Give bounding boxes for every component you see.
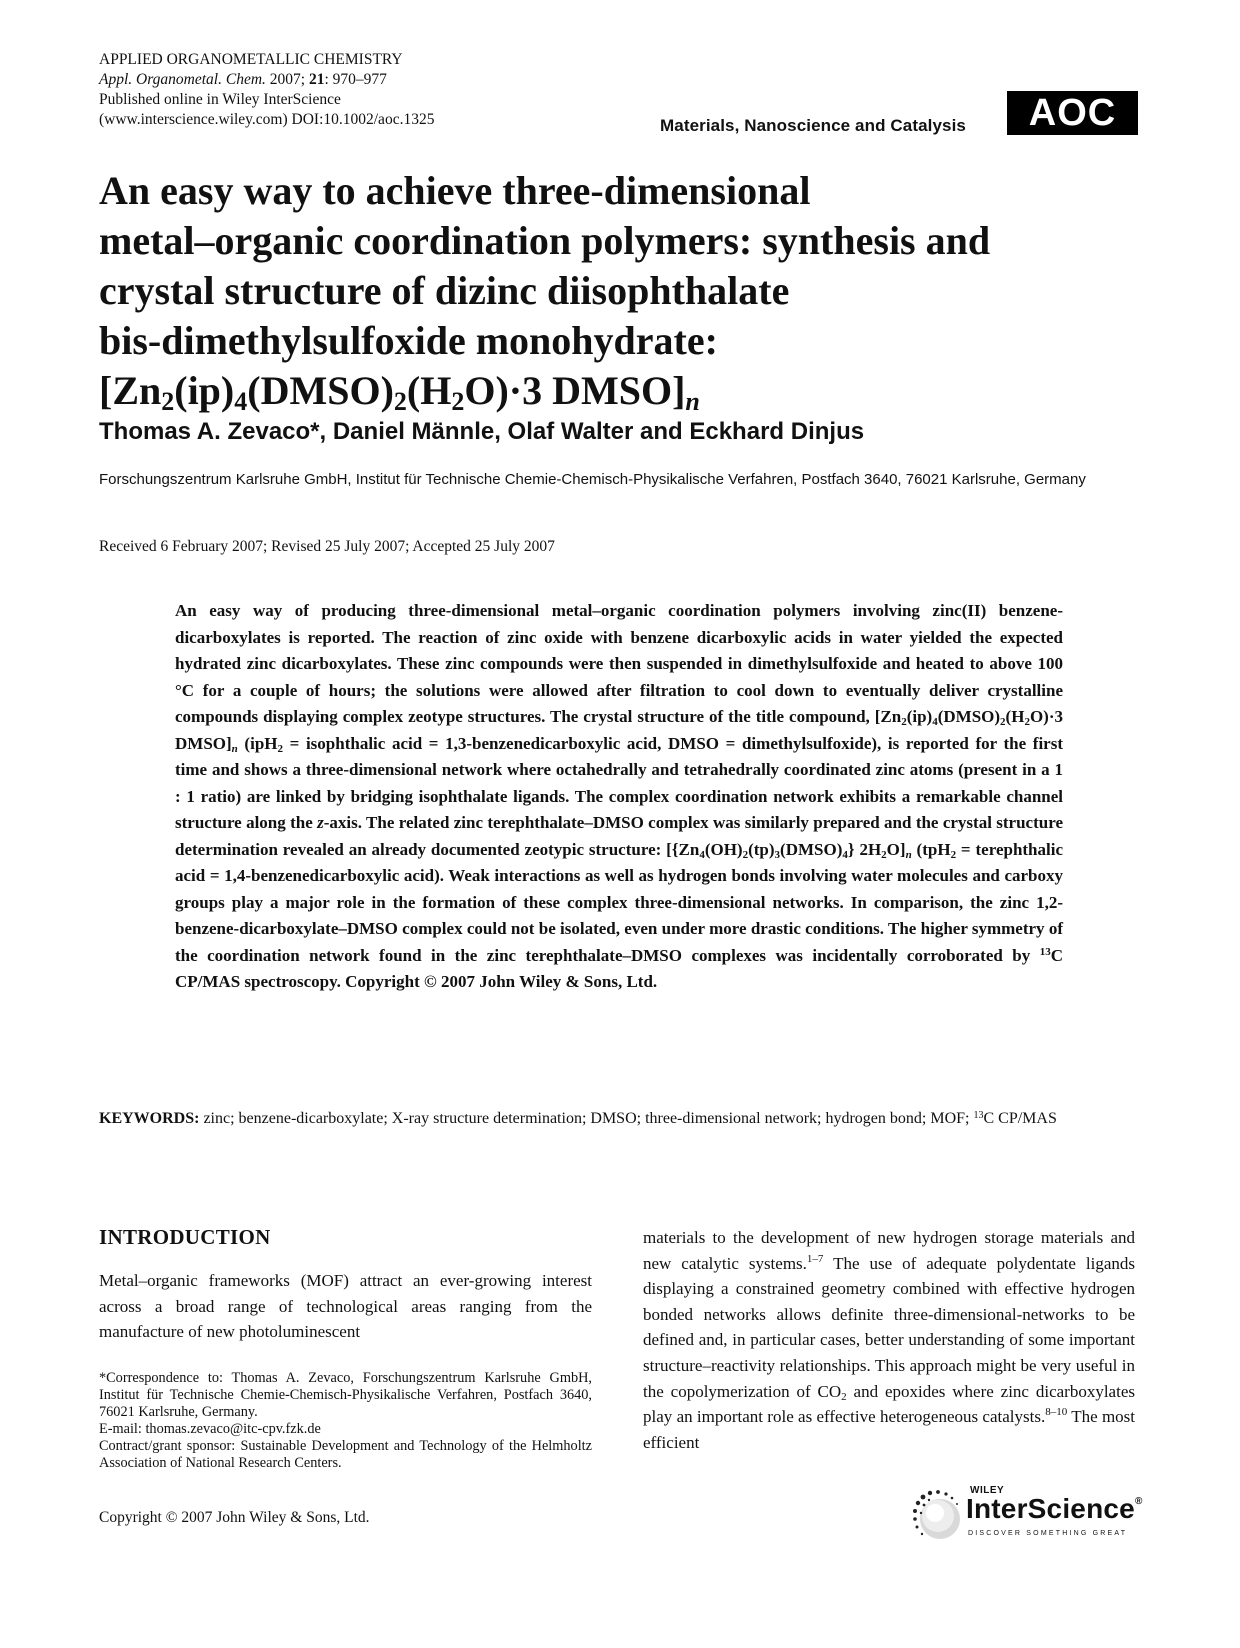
citation-volume: 21 [308,71,325,88]
authors: Thomas A. Zevaco*, Daniel Männle, Olaf Walter and Eckhard Dinjus [99,418,865,445]
title-line-4: bis-dimethylsulfoxide monohydrate: [99,318,718,363]
logo-tagline: DISCOVER SOMETHING GREAT [968,1530,1128,1537]
correspondence-note: *Correspondence to: Thomas A. Zevaco, Forschungszentrum Karlsruhe GmbH, Institut für Technische Chemie-Chemisch-Physikalische Verfahren, Postfach 3640, 76021 Karlsruhe, Germany. [99,1370,592,1420]
article-title [99,166,1149,416]
journal-name: APPLIED ORGANOMETALLIC CHEMISTRY [99,51,403,68]
citation-line [99,70,434,90]
affiliation: Forschungszentrum Karlsruhe GmbH, Institut für Technische Chemie-Chemisch-Physikalische Verfahren, Postfach 3640, 76021 Karlsruhe, Germany [99,471,1086,488]
wiley-wordmark: WILEY [970,1485,1005,1496]
title-line-3: crystal structure of dizinc diisophthalate [99,268,790,313]
keywords: KEYWORDS: zinc; benzene-dicarboxylate; X-ray structure determination; DMSO; three-dimensional network; hydrogen bond; MOF; $^{13}$C CP/MAS [99,1110,1057,1127]
section-heading-introduction: INTRODUCTION [99,1225,271,1249]
citation-pages: : 970–977 [324,71,387,88]
grant-sponsor-note: Contract/grant sponsor: Sustainable Development and Technology of the Helmholtz Association of National Research Centers. [99,1438,592,1471]
registered-mark: ® [1134,1496,1143,1507]
keywords-label: KEYWORDS: [99,1110,200,1127]
reference-link[interactable]: 8–10 [1045,1406,1068,1419]
interscience-wordmark: InterScience® [966,1493,1143,1524]
intro-paragraph-right: materials to the development of new hydrogen storage materials and new catalytic systems.$^{1-7}$ The use of adequate polydentate ligands displaying a constrained geometry combined with effective hydrogen bonded networks allows definite three-dimensional-networks to be defined and, in particular cases, better understanding of some important structure–reactivity relationships. This approach might be very useful in the copolymerization of $CO_2$ and epoxides where zinc dicarboxylates play an important role as effective heterogeneous catalysts.$^{8-10}$ The most efficient [643,1228,1136,1452]
title-formula: [$Zn_2(ip)_4(DMSO)_2(H_2O)\cdot 3$ $DMSO]_n$ [99,368,700,416]
abstract: An easy way of producing three-dimensional metal–organic coordination polymers involving zinc(II) benzene-dicarboxylates is reported. The reaction of zinc oxide with benzene dicarboxylic acids in water yielded the expected hydrated zinc dicarboxylates. These zinc compounds were then suspended in dimethylsulfoxide and heated to above 100 °C for a couple of hours; the solutions were allowed after filtration to cool down to eventually deliver crystalline compounds displaying complex zeotype structures. The crystal structure of the title compound, [$Zn_2(ip)_4(DMSO)_2(H_2O)\cdot 3$ $DMSO]_n$ (ipH$_2$ = isophthalic acid = 1,3-benzenedicarboxylic acid, DMSO = dimethylsulfoxide), is reported for the first time and shows a three-dimensional network where octahedrally and tetrahedrally coordinated zinc atoms (present in a 1 : 1 ratio) are linked by bridging isophthalate ligands. The complex coordination network exhibits a remarkable channel structure along the z-axis. The related zinc terephthalate–DMSO complex was similarly prepared and the crystal structure determination revealed an already documented zeotypic structure: [$\{Zn_4(OH)_2(tp)_3(DMSO)_4\}$ $2H_2O]_n$ (tpH$_2$ = terephthalic acid = 1,4-benzenedicarboxylic acid). Weak interactions as well as hydrogen bonds involving water molecules and carboxy groups play a major role in the formation of these complex three-dimensional networks. In comparison, the zinc 1,2-benzene-dicarboxylate–DMSO complex could not be isolated, even under more drastic conditions. The higher symmetry of the coordination network found in the zinc terephthalate–DMSO complexes was incidentally corroborated by $^{13}$C CP/MAS spectroscopy. Copyright © 2007 John Wiley & Sons, Ltd. [175,601,1064,991]
section-label: Materials, Nanoscience and Catalysis [660,116,966,135]
article-dates: Received 6 February 2007; Revised 25 July 2007; Accepted 25 July 2007 [99,538,555,555]
title-line-1: An easy way to achieve three-dimensional [99,168,811,213]
wiley-interscience-logo [912,1485,1142,1545]
citation-year: 2007; [265,71,309,88]
published-online: Published online in Wiley InterScience [99,91,341,108]
globe-icon [912,1489,962,1543]
aoc-logo: AOC [1007,91,1138,135]
email-address[interactable]: E-mail: thomas.zevaco@itc-cpv.fzk.de [99,1421,321,1437]
doi-line[interactable]: (www.interscience.wiley.com) DOI:10.1002/aoc.1325 [99,111,435,128]
citation-journal: Appl. Organometal. Chem. [99,71,266,88]
footer-copyright: Copyright © 2007 John Wiley & Sons, Ltd. [99,1509,370,1526]
reference-link[interactable]: 1–7 [806,1252,824,1265]
title-line-2: metal–organic coordination polymers: synthesis and [99,218,991,263]
intro-paragraph-left: Metal–organic frameworks (MOF) attract an ever-growing interest across a broad range of technological areas ranging from the manufacture of new photoluminescent [99,1271,592,1342]
footnotes [99,1370,592,1472]
journal-info [99,50,434,130]
